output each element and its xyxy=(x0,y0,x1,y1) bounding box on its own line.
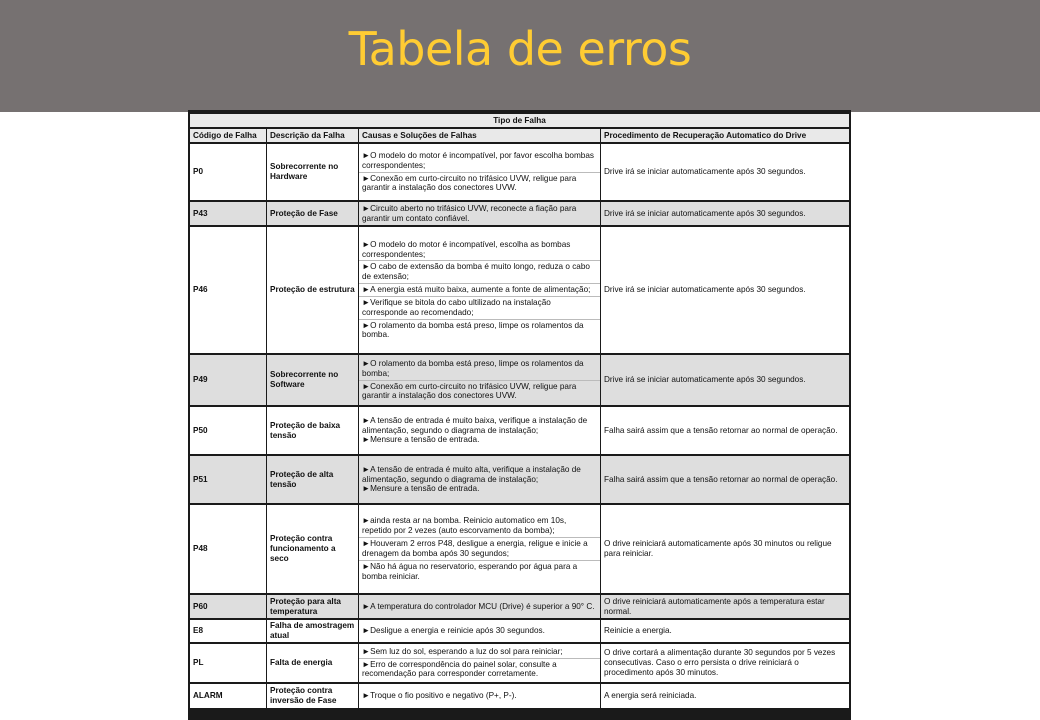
cause-item: ►Não há água no reservatorio, esperando por água para a bomba reiniciar. xyxy=(359,560,600,583)
recovery-procedure: O drive cortará a alimentação durante 30 segundos por 5 vezes consecutivas. Caso o erro persista o drive reiniciará o procedimento após 30 minutos. xyxy=(600,644,849,682)
fault-description: Sobrecorrente no Software xyxy=(266,355,358,405)
header-code: Código de Falha xyxy=(190,129,266,142)
error-table xyxy=(190,112,849,710)
header-procedure: Procedimento de Recuperação Automatico do Drive xyxy=(600,129,849,142)
cause-item: ►O cabo de extensão da bomba é muito longo, reduza o cabo de extensão; xyxy=(359,260,600,283)
cause-item: ►Erro de correspondência do painel solar, consulte a recomendação para corresponder corretamente. xyxy=(359,658,600,681)
fault-causes xyxy=(358,505,600,593)
fault-causes xyxy=(358,407,600,454)
cause-item: ►O modelo do motor é incompatível, escolha as bombas correspondentes; xyxy=(362,239,571,259)
table-row xyxy=(190,355,849,405)
fault-causes xyxy=(358,456,600,503)
fault-description: Proteção contra funcionamento a seco xyxy=(266,505,358,593)
fault-description: Sobrecorrente no Hardware xyxy=(266,144,358,200)
fault-description: Proteção contra inversão de Fase xyxy=(266,684,358,708)
fault-causes xyxy=(358,595,600,618)
fault-code: ALARM xyxy=(190,684,266,708)
cause-item: ►Conexão em curto-circuito no trifásico UVW, religue para garantir a instalação dos conectores UVW. xyxy=(359,380,600,403)
fault-causes xyxy=(358,620,600,642)
fault-code: P0 xyxy=(190,144,266,200)
cause-item: ►A energia está muito baixa, aumente a fonte de alimentação; xyxy=(359,283,600,296)
cause-item: ►ainda resta ar na bomba. Reinicio automatico em 10s, repetido por 2 vezes (auto escorvamento da bomba); xyxy=(362,516,567,536)
fault-description: Proteção de baixa tensão xyxy=(266,407,358,454)
fault-code: P46 xyxy=(190,227,266,353)
table-top-header: Tipo de Falha xyxy=(190,114,849,127)
cause-item: ►Troque o fio positivo e negativo (P+, P-). xyxy=(362,691,517,701)
recovery-procedure: O drive reiniciará automaticamente após a temperatura estar normal. xyxy=(600,595,849,618)
table-row xyxy=(190,227,849,353)
fault-causes xyxy=(358,202,600,225)
fault-causes xyxy=(358,684,600,708)
fault-code: P43 xyxy=(190,202,266,225)
recovery-procedure: Drive irá se iniciar automaticamente após 30 segundos. xyxy=(600,227,849,353)
fault-description: Proteção de alta tensão xyxy=(266,456,358,503)
fault-description: Proteção de estrutura xyxy=(266,227,358,353)
fault-causes xyxy=(358,355,600,405)
fault-code: P50 xyxy=(190,407,266,454)
fault-code: P60 xyxy=(190,595,266,618)
table-row xyxy=(190,644,849,682)
table-row xyxy=(190,684,849,708)
table-row xyxy=(190,407,849,454)
recovery-procedure: Drive irá se iniciar automaticamente após 30 segundos. xyxy=(600,144,849,200)
recovery-procedure: Falha sairá assim que a tensão retornar ao normal de operação. xyxy=(600,407,849,454)
recovery-procedure: Drive irá se iniciar automaticamente após 30 segundos. xyxy=(600,355,849,405)
cause-item: ►Sem luz do sol, esperando a luz do sol para reiniciar; xyxy=(362,646,563,656)
header-causes: Causas e Soluções de Falhas xyxy=(358,129,600,142)
table-row xyxy=(190,144,849,200)
recovery-procedure: O drive reiniciará automaticamente após 30 minutos ou religue para reiniciar. xyxy=(600,505,849,593)
fault-code: P51 xyxy=(190,456,266,503)
recovery-procedure: Reinicie a energia. xyxy=(600,620,849,642)
cause-item: ►O modelo do motor é incompatível, por favor escolha bombas correspondentes; xyxy=(362,150,595,170)
header-description: Descrição da Falha xyxy=(266,129,358,142)
fault-description: Proteção para alta temperatura xyxy=(266,595,358,618)
fault-code: E8 xyxy=(190,620,266,642)
cause-item: ►Circuito aberto no trifásico UVW, reconecte a fiação para garantir um contato confiável. xyxy=(362,203,577,223)
cause-item: ►O rolamento da bomba está preso, limpe os rolamentos da bomba; xyxy=(362,358,584,378)
cause-item: ►A temperatura do controlador MCU (Drive) é superior a 90° C. xyxy=(362,601,595,611)
cause-item: ►A tensão de entrada é muito baixa, verifique a instalação de alimentação, segundo o diagrama de instalação; ►Mensure a tensão de entrada. xyxy=(362,415,588,445)
fault-causes xyxy=(358,144,600,200)
error-table-container xyxy=(188,110,851,720)
fault-description: Proteção de Fase xyxy=(266,202,358,225)
recovery-procedure: Drive irá se iniciar automaticamente após 30 segundos. xyxy=(600,202,849,225)
fault-code: P48 xyxy=(190,505,266,593)
slide-title: Tabela de erros xyxy=(348,22,692,76)
table-row xyxy=(190,456,849,503)
recovery-procedure: A energia será reiniciada. xyxy=(600,684,849,708)
cause-item: ►O rolamento da bomba está preso, limpe os rolamentos da bomba. xyxy=(359,319,600,342)
table-row xyxy=(190,620,849,642)
fault-code: PL xyxy=(190,644,266,682)
cause-item: ►Conexão em curto-circuito no trifásico UVW, religue para garantir a instalação dos conectores UVW. xyxy=(359,172,600,195)
cause-item: ►A tensão de entrada é muito alta, verifique a instalação de alimentação, segundo o diagrama de instalação; ►Mensure a tensão de entrada. xyxy=(362,464,581,494)
table-row xyxy=(190,505,849,593)
title-bar xyxy=(0,0,1040,112)
cause-item: ►Houveram 2 erros P48, desligue a energia, religue e inicie a drenagem da bomba após 30 segundos; xyxy=(359,537,600,560)
table-row xyxy=(190,202,849,225)
fault-description: Falha de amostragem atual xyxy=(266,620,358,642)
cause-item: ►Verifique se bitola do cabo ultilizado na instalação corresponde ao recomendado; xyxy=(359,296,600,319)
cause-item: ►Desligue a energia e reinicie após 30 segundos. xyxy=(362,626,545,636)
table-row xyxy=(190,595,849,618)
fault-causes xyxy=(358,644,600,682)
fault-code: P49 xyxy=(190,355,266,405)
fault-causes xyxy=(358,227,600,353)
recovery-procedure: Falha sairá assim que a tensão retornar ao normal de operação. xyxy=(600,456,849,503)
fault-description: Falta de energia xyxy=(266,644,358,682)
